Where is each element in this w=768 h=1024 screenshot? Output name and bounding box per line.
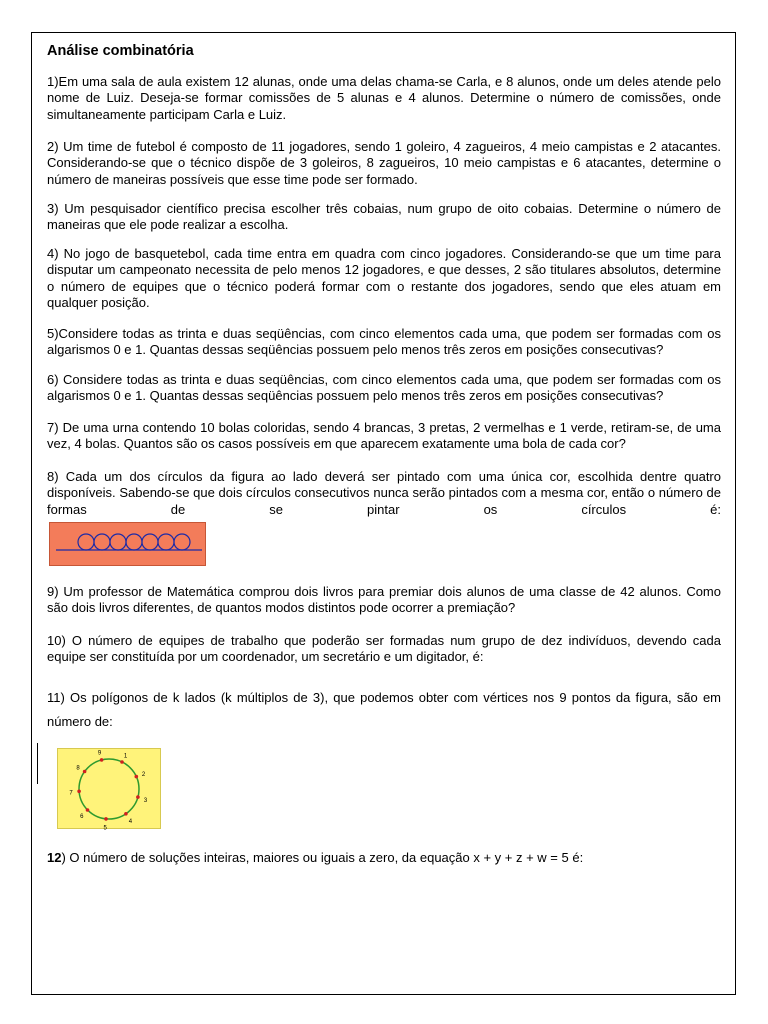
question-12-number: 12 — [47, 850, 62, 865]
point-7 — [77, 790, 81, 794]
point-label-1: 1 — [123, 753, 128, 760]
point-label-5: 5 — [103, 825, 107, 832]
question-12-text: ) O número de soluções inteiras, maiores ou iguais a zero, da equação x + y + z + w = 5 é: — [61, 850, 584, 865]
point-label-3: 3 — [143, 797, 148, 804]
question-7: 7) De uma urna contendo 10 bolas coloridas, sendo 4 brancas, 3 pretas, 2 vermelhas e 1 verde, retiram-se, de uma vez, 4 bolas. Quantos são os casos possíveis em que aparecem exatamente uma bola de cada cor? — [47, 420, 721, 452]
point-label-7: 7 — [69, 790, 73, 797]
point-3 — [136, 795, 140, 799]
point-label-8: 8 — [76, 765, 80, 772]
question-10: 10) O número de equipes de trabalho que poderão ser formadas num grupo de dez indivíduos, devendo cada equipe ser constituída por um coordenador, um secretário e um digitador, é: — [47, 633, 721, 665]
chain-of-circles-icon — [50, 523, 205, 565]
question-3: 3) Um pesquisador científico precisa escolher três cobaias, num grupo de oito cobaias. Determine o número de maneiras que ele pode realizar a escolha. — [47, 201, 721, 233]
point-6 — [86, 808, 90, 812]
point-9 — [100, 758, 104, 762]
point-1 — [120, 760, 124, 764]
point-label-9: 9 — [97, 750, 102, 757]
point-label-4: 4 — [128, 818, 133, 825]
question-6: 6) Considere todas as trinta e duas seqüências, com cinco elementos cada uma, que podem ser formadas com os algarismos 0 e 1. Quantas dessas seqüências possuem pelo menos três zeros em posições consecutivas? — [47, 372, 721, 404]
point-4 — [124, 812, 128, 816]
document-title: Análise combinatória — [47, 43, 194, 59]
point-label-2: 2 — [141, 771, 146, 778]
circles-figure — [49, 522, 206, 566]
point-label-6: 6 — [80, 814, 84, 821]
question-1: 1)Em uma sala de aula existem 12 alunas, onde uma delas chama-se Carla, e 8 alunos, onde um deles atende pelo nome de Luiz. Deseja-se formar comissões de 5 alunas e 4 alunos. Determine o número de comissões, onde simultaneamente participam Carla e Luiz. — [47, 74, 721, 122]
point-2 — [135, 775, 139, 779]
text-cursor — [37, 743, 38, 784]
question-5: 5)Considere todas as trinta e duas seqüências, com cinco elementos cada uma, que podem ser formadas com os algarismos 0 e 1. Quantas dessas seqüências possuem pelo menos três zeros em posições consecutivas? — [47, 326, 721, 358]
point-5 — [104, 817, 108, 821]
question-4: 4) No jogo de basquetebol, cada time entra em quadra com cinco jogadores. Considerando-se que um time para disputar um campeonato necessita de pelo menos 12 jogadores, e que desses, 2 são titulares absolutos, determine o número de equipes que o técnico poderá formar com o restante dos jogadores, sendo que eles atuam em qualquer posição. — [47, 246, 721, 310]
question-11: 11) Os polígonos de k lados (k múltiplos de 3), que podemos obter com vértices nos 9 pontos da figura, são em número de: — [47, 690, 721, 729]
nine-points-figure — [57, 748, 161, 832]
question-8: 8) Cada um dos círculos da figura ao lado deverá ser pintado com uma única cor, escolhida dentre quatro disponíveis. Sabendo-se que dois círculos consecutivos nunca serão pintados com a mesma cor, então o número de formas de se pintar os círculos é: — [47, 469, 721, 517]
point-8 — [83, 770, 87, 774]
circle-with-points-icon — [58, 749, 160, 832]
question-12 — [47, 850, 583, 865]
question-9: 9) Um professor de Matemática comprou dois livros para premiar dois alunos de uma classe de 42 alunos. Como são dois livros diferentes, de quantos modos distintos pode ocorrer a premiação? — [47, 584, 721, 616]
question-2: 2) Um time de futebol é composto de 11 jogadores, sendo 1 goleiro, 4 zagueiros, 4 meio campistas e 2 atacantes. Considerando-se que o técnico dispõe de 3 goleiros, 8 zagueiros, 10 meio campistas e 6 atacantes, determine o número de maneiras possíveis que esse time pode ser formado. — [47, 139, 721, 187]
